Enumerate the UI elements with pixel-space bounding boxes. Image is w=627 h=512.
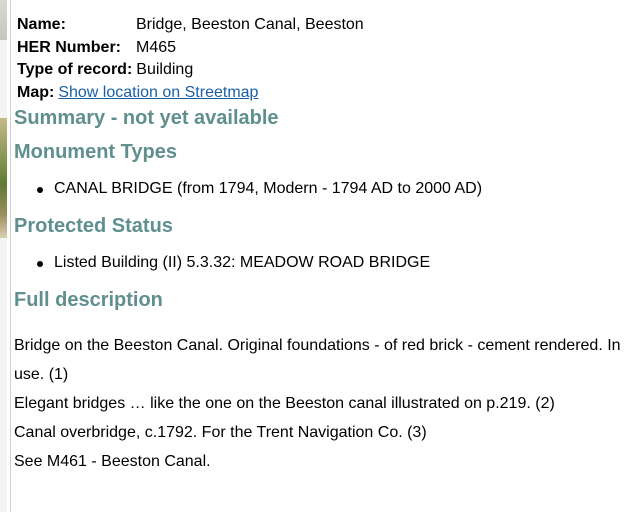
monument-types-heading: Monument Types xyxy=(14,141,177,163)
name-label: Name: xyxy=(17,16,66,33)
full-description-heading: Full description xyxy=(14,289,163,311)
monument-type-text: CANAL BRIDGE (from 1794, Modern - 1794 AD to 2000 AD) xyxy=(54,180,483,197)
description-paragraph: See M461 - Beeston Canal. xyxy=(14,453,211,470)
bullet-icon xyxy=(37,261,43,267)
monument-types-list xyxy=(14,180,482,198)
adjacent-panel-image xyxy=(0,0,7,40)
description-paragraph: Canal overbridge, c.1792. For the Trent Navigation Co. (3) xyxy=(14,424,427,441)
streetmap-link[interactable]: Show location on Streetmap xyxy=(58,83,259,101)
protected-status-heading: Protected Status xyxy=(14,215,173,237)
her-number-value: M465 xyxy=(136,38,177,56)
protected-status-list xyxy=(14,254,430,272)
record-summary-table xyxy=(17,14,364,104)
record-row-name xyxy=(17,14,364,37)
description-paragraph: Elegant bridges … like the one on the Beeston canal illustrated on p.219. (2) xyxy=(14,395,555,412)
left-edge-strip xyxy=(0,0,7,512)
type-of-record-label: Type of record: xyxy=(17,61,133,78)
protected-status-text: Listed Building (II) 5.3.32: MEADOW ROAD BRIDGE xyxy=(54,254,431,271)
list-item xyxy=(14,180,482,198)
record-row-type xyxy=(17,59,364,82)
record-row-her-number xyxy=(17,37,364,60)
her-number-label: HER Number: xyxy=(17,38,122,56)
summary-heading: Summary - not yet available xyxy=(14,107,279,129)
full-description-body xyxy=(14,331,626,476)
description-paragraph: Bridge on the Beeston Canal. Original foundations - of red brick - cement rendered. In use. (1) xyxy=(14,337,621,383)
type-of-record-value: Building xyxy=(136,61,194,78)
adjacent-panel-photo xyxy=(0,118,7,238)
bullet-icon xyxy=(37,187,43,193)
map-label: Map: xyxy=(17,83,55,101)
panel-divider xyxy=(10,0,11,512)
record-row-map xyxy=(17,82,364,105)
name-value: Bridge, Beeston Canal, Beeston xyxy=(136,16,364,33)
list-item xyxy=(14,254,430,272)
